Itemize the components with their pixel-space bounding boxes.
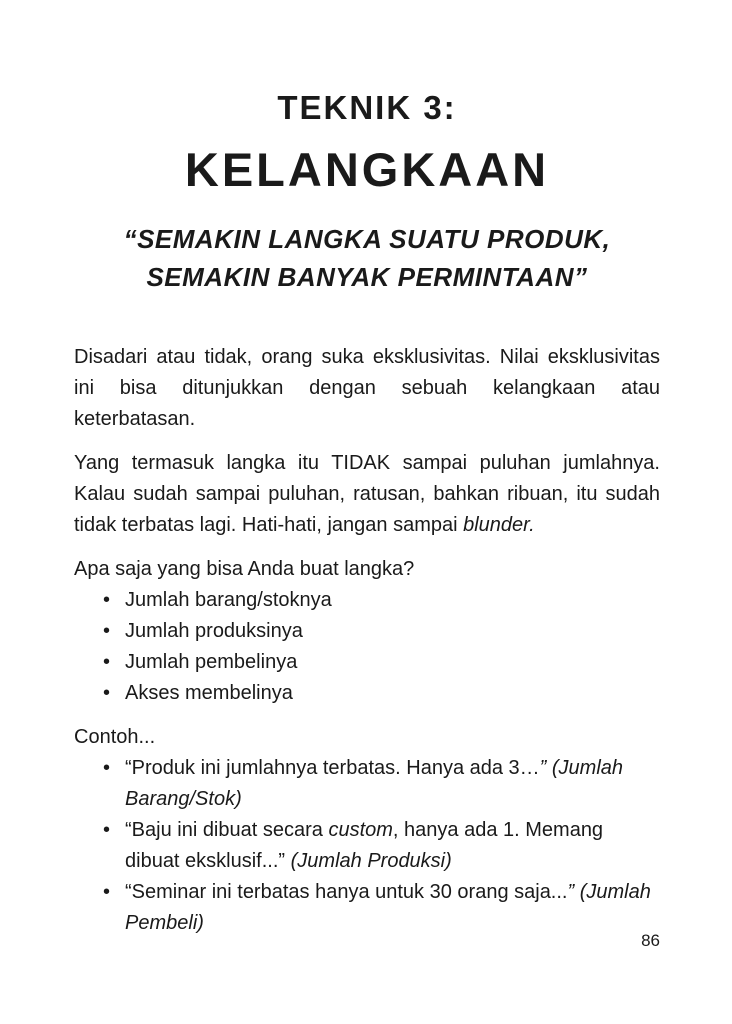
list-item-text	[125, 647, 660, 678]
list-item	[74, 678, 660, 709]
text-run: “Seminar ini terbatas hanya untuk 30 orang saja...	[125, 881, 568, 903]
italic-text-run: ” (Jumlah Pembeli)	[125, 881, 651, 934]
chapter-title: KELANGKAAN	[184, 143, 550, 196]
text-run: Jumlah pembelinya	[125, 651, 298, 673]
bullet-icon: •	[103, 757, 111, 779]
italic-text-run: custom	[328, 819, 393, 841]
chapter-tagline: “SEMAKIN LANGKA SUATU PRODUK, SEMAKIN BANYAK PERMINTAAN”	[123, 224, 611, 292]
italic-text-run: blunder.	[463, 514, 535, 536]
italic-text-run: (Jumlah Produksi)	[290, 850, 452, 872]
list-item	[74, 815, 660, 877]
list-item-text	[125, 753, 660, 815]
page-number: 86	[641, 931, 660, 950]
list-item	[74, 647, 660, 678]
bullet-icon: •	[103, 819, 111, 841]
contoh-bullet-list	[74, 753, 660, 939]
text-run: Apa saja yang bisa Anda buat langka?	[74, 558, 415, 580]
paragraph-contoh-label	[74, 722, 660, 753]
text-run: Yang termasuk langka itu TIDAK sampai puluhan jumlahnya. Kalau sudah sampai puluhan, ratusan, bahkan ribuan, itu sudah tidak terbatas lagi. Hati-hati, jangan sampai	[74, 452, 660, 536]
chapter-kicker: TEKNIK 3:	[277, 89, 457, 126]
bullet-icon: •	[103, 881, 111, 903]
bullet-icon: •	[103, 651, 111, 673]
body-text	[74, 342, 660, 939]
paragraph-question	[74, 554, 660, 585]
text-run: Jumlah barang/stoknya	[125, 589, 332, 611]
list-item-text	[125, 585, 660, 616]
text-run: Jumlah produksinya	[125, 620, 303, 642]
italic-text-run: ” (Jumlah Barang/Stok)	[125, 757, 624, 810]
text-run: Akses membelinya	[125, 682, 293, 704]
text-run: “Baju ini dibuat secara	[125, 819, 329, 841]
bullet-icon: •	[103, 620, 111, 642]
list-item-text	[125, 877, 660, 939]
text-run: “Produk ini jumlahnya terbatas. Hanya ada 3…	[125, 757, 540, 779]
list-item-text	[125, 815, 660, 877]
bullet-icon: •	[103, 682, 111, 704]
bullet-icon: •	[103, 589, 111, 611]
scarcity-bullet-list	[74, 585, 660, 709]
list-item	[74, 616, 660, 647]
text-run: Contoh...	[74, 726, 156, 748]
text-run: Disadari atau tidak, orang suka eksklusivitas. Nilai eksklusivitas ini bisa ditunjukkan dengan sebuah kelangkaan atau keterbatasan.	[74, 346, 660, 430]
paragraph-intro	[74, 342, 660, 435]
paragraph-scarcity	[74, 448, 660, 541]
list-item	[74, 585, 660, 616]
list-item	[74, 877, 660, 939]
list-item-text	[125, 678, 660, 709]
list-item	[74, 753, 660, 815]
list-item-text	[125, 616, 660, 647]
text-run: , hanya ada 1. Memang dibuat eksklusif...”	[125, 819, 604, 872]
